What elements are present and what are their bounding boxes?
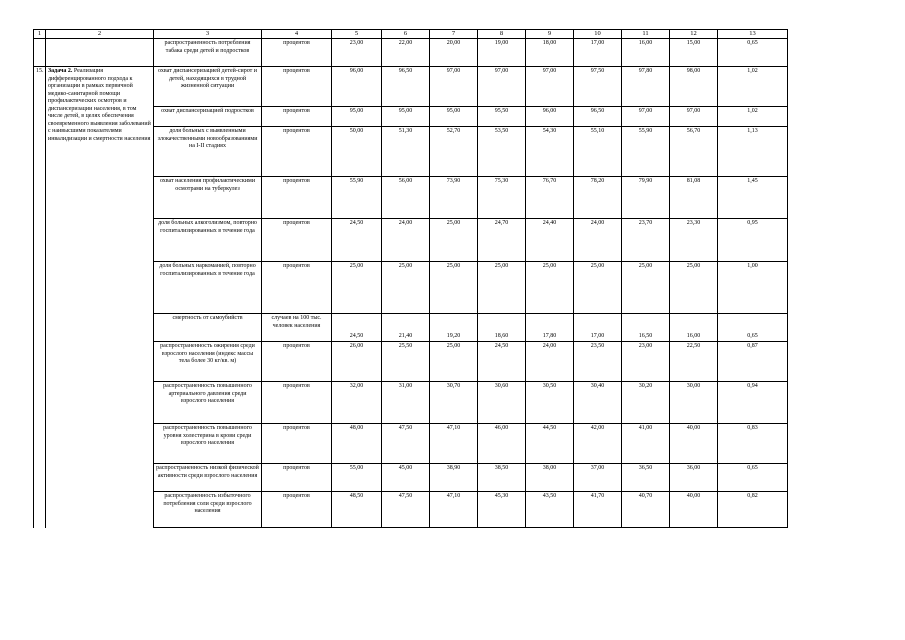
empty-cell	[34, 39, 46, 67]
value-cell: 30,20	[622, 382, 670, 424]
value-cell: 16,50	[622, 314, 670, 342]
value-cell: 1,45	[718, 177, 788, 219]
col-5-header: 5	[332, 30, 382, 39]
indicator-cell: распространенность низкой физической активности среди взрослого населения	[154, 464, 262, 492]
value-cell: 42,00	[574, 424, 622, 464]
value-cell: 96,50	[574, 107, 622, 127]
value-cell: 24,50	[332, 314, 382, 342]
value-cell: 55,90	[332, 177, 382, 219]
value-cell: 46,00	[478, 424, 526, 464]
value-cell: 17,00	[574, 314, 622, 342]
indicator-cell: доля больных с выявленными злокачественными новообразованиями на I-II стадиях	[154, 127, 262, 177]
value-cell: 30,60	[478, 382, 526, 424]
col-1-header: 1	[34, 30, 46, 39]
indicator-cell: распространенность повышенного уровня холестерина в крови среди взрослого населения	[154, 424, 262, 464]
indicator-cell: распространенность потребления табака среди детей и подростков	[154, 39, 262, 67]
col-6-header: 6	[382, 30, 430, 39]
value-cell: 25,00	[670, 262, 718, 314]
value-cell: 23,00	[332, 39, 382, 67]
value-cell: 97,50	[574, 67, 622, 107]
value-cell: 40,00	[670, 424, 718, 464]
value-cell: 1,02	[718, 67, 788, 107]
task-description-cell	[46, 67, 154, 528]
value-cell: 25,00	[430, 342, 478, 382]
indicator-cell: смертность от самоубийств	[154, 314, 262, 342]
value-cell: 30,50	[526, 382, 574, 424]
value-cell: 1,13	[718, 127, 788, 177]
value-cell: 51,30	[382, 127, 430, 177]
value-cell: 55,10	[574, 127, 622, 177]
value-cell: 24,50	[332, 219, 382, 262]
value-cell: 23,00	[622, 342, 670, 382]
value-cell: 0,83	[718, 424, 788, 464]
value-cell: 17,80	[526, 314, 574, 342]
indicator-cell: охват диспансеризацией детей-сирот и детей, находящихся в трудной жизненной ситуации	[154, 67, 262, 107]
value-cell: 23,50	[574, 342, 622, 382]
value-cell: 17,00	[574, 39, 622, 67]
unit-cell: процентов	[262, 39, 332, 67]
col-11-header: 11	[622, 30, 670, 39]
value-cell: 22,50	[670, 342, 718, 382]
value-cell: 81,08	[670, 177, 718, 219]
indicator-cell: охват диспансеризацией подростков	[154, 107, 262, 127]
value-cell: 25,00	[622, 262, 670, 314]
value-cell: 95,00	[430, 107, 478, 127]
value-cell: 0,94	[718, 382, 788, 424]
value-cell: 30,40	[574, 382, 622, 424]
value-cell: 45,30	[478, 492, 526, 528]
value-cell: 54,30	[526, 127, 574, 177]
unit-cell: процентов	[262, 107, 332, 127]
value-cell: 52,70	[430, 127, 478, 177]
indicator-cell: доля больных наркоманией, повторно госпитализированных в течение года	[154, 262, 262, 314]
value-cell: 1,02	[718, 107, 788, 127]
indicator-cell: распространенность избыточного потребления соли среди взрослого населения	[154, 492, 262, 528]
value-cell: 55,90	[622, 127, 670, 177]
value-cell: 44,50	[526, 424, 574, 464]
value-cell: 30,70	[430, 382, 478, 424]
col-7-header: 7	[430, 30, 478, 39]
value-cell: 0,65	[718, 39, 788, 67]
value-cell: 25,00	[526, 262, 574, 314]
col-3-header: 3	[154, 30, 262, 39]
unit-cell: процентов	[262, 177, 332, 219]
indicator-cell: охват населения профилактическими осмотрами на туберкулез	[154, 177, 262, 219]
value-cell: 15,00	[670, 39, 718, 67]
value-cell: 20,00	[430, 39, 478, 67]
value-cell: 97,00	[670, 107, 718, 127]
col-2-header: 2	[46, 30, 154, 39]
value-cell: 43,50	[526, 492, 574, 528]
unit-cell: процентов	[262, 464, 332, 492]
value-cell: 96,00	[332, 67, 382, 107]
value-cell: 47,10	[430, 424, 478, 464]
value-cell: 0,87	[718, 342, 788, 382]
value-cell: 96,50	[382, 67, 430, 107]
value-cell: 48,50	[332, 492, 382, 528]
task-text: Реализация дифференцированного подхода к организации в рамках первичной медико-санитарной помощи профилактических осмотров и диспансеризации населения, в том числе детей, в целях обеспечения своевременного выявления заболеваний с наивысшими показателями инвалидизации и смертности населения	[48, 68, 151, 142]
value-cell: 25,00	[478, 262, 526, 314]
value-cell: 97,00	[622, 107, 670, 127]
value-cell: 32,00	[332, 382, 382, 424]
value-cell: 38,00	[526, 464, 574, 492]
value-cell: 40,70	[622, 492, 670, 528]
value-cell: 23,70	[622, 219, 670, 262]
value-cell: 95,50	[478, 107, 526, 127]
value-cell: 25,00	[430, 219, 478, 262]
unit-cell: процентов	[262, 127, 332, 177]
value-cell: 21,40	[382, 314, 430, 342]
value-cell: 55,00	[332, 464, 382, 492]
value-cell: 96,00	[526, 107, 574, 127]
col-13-header: 13	[718, 30, 788, 39]
value-cell: 19,00	[478, 39, 526, 67]
value-cell: 25,00	[574, 262, 622, 314]
task-title: Задача 2.	[48, 68, 73, 74]
value-cell: 25,00	[430, 262, 478, 314]
value-cell: 47,10	[430, 492, 478, 528]
value-cell: 97,00	[526, 67, 574, 107]
value-cell: 31,00	[382, 382, 430, 424]
value-cell: 16,00	[670, 314, 718, 342]
col-4-header: 4	[262, 30, 332, 39]
value-cell: 25,00	[382, 262, 430, 314]
value-cell: 0,65	[718, 464, 788, 492]
value-cell: 16,00	[622, 39, 670, 67]
value-cell: 18,60	[478, 314, 526, 342]
value-cell: 24,40	[526, 219, 574, 262]
value-cell: 0,95	[718, 219, 788, 262]
value-cell: 0,65	[718, 314, 788, 342]
value-cell: 24,50	[478, 342, 526, 382]
unit-cell: процентов	[262, 219, 332, 262]
unit-cell: процентов	[262, 342, 332, 382]
value-cell: 38,50	[478, 464, 526, 492]
task-number-cell: 15.	[34, 67, 46, 528]
value-cell: 41,70	[574, 492, 622, 528]
col-8-header: 8	[478, 30, 526, 39]
value-cell: 47,50	[382, 424, 430, 464]
value-cell: 25,00	[332, 262, 382, 314]
value-cell: 26,00	[332, 342, 382, 382]
value-cell: 24,70	[478, 219, 526, 262]
value-cell: 0,82	[718, 492, 788, 528]
table-row	[34, 39, 788, 67]
table-row	[34, 67, 788, 107]
value-cell: 98,00	[670, 67, 718, 107]
value-cell: 24,00	[526, 342, 574, 382]
indicator-cell: распространенность повышенного артериального давления среди взрослого населения	[154, 382, 262, 424]
value-cell: 40,00	[670, 492, 718, 528]
value-cell: 23,30	[670, 219, 718, 262]
unit-cell: процентов	[262, 424, 332, 464]
value-cell: 24,00	[382, 219, 430, 262]
value-cell: 45,00	[382, 464, 430, 492]
value-cell: 47,50	[382, 492, 430, 528]
value-cell: 19,20	[430, 314, 478, 342]
value-cell: 97,00	[430, 67, 478, 107]
value-cell: 18,00	[526, 39, 574, 67]
indicator-cell: доля больных алкоголизмом, повторно госпитализированных в течение года	[154, 219, 262, 262]
value-cell: 1,00	[718, 262, 788, 314]
value-cell: 95,00	[332, 107, 382, 127]
value-cell: 79,90	[622, 177, 670, 219]
indicators-table	[33, 29, 788, 528]
col-10-header: 10	[574, 30, 622, 39]
value-cell: 38,90	[430, 464, 478, 492]
value-cell: 78,20	[574, 177, 622, 219]
value-cell: 95,00	[382, 107, 430, 127]
value-cell: 36,50	[622, 464, 670, 492]
unit-cell: процентов	[262, 67, 332, 107]
value-cell: 76,70	[526, 177, 574, 219]
col-9-header: 9	[526, 30, 574, 39]
value-cell: 30,00	[670, 382, 718, 424]
value-cell: 73,90	[430, 177, 478, 219]
unit-cell: процентов	[262, 262, 332, 314]
col-12-header: 12	[670, 30, 718, 39]
value-cell: 75,30	[478, 177, 526, 219]
unit-cell: процентов	[262, 492, 332, 528]
value-cell: 48,00	[332, 424, 382, 464]
value-cell: 97,80	[622, 67, 670, 107]
value-cell: 53,50	[478, 127, 526, 177]
value-cell: 24,00	[574, 219, 622, 262]
value-cell: 36,00	[670, 464, 718, 492]
empty-cell	[46, 39, 154, 67]
value-cell: 97,00	[478, 67, 526, 107]
value-cell: 41,00	[622, 424, 670, 464]
value-cell: 25,50	[382, 342, 430, 382]
unit-cell: случаев на 100 тыс. человек населения	[262, 314, 332, 342]
indicator-cell: распространенность ожирения среди взрослого населения (индекс массы тела более 30 кг/кв. м)	[154, 342, 262, 382]
value-cell: 37,00	[574, 464, 622, 492]
value-cell: 50,00	[332, 127, 382, 177]
header-row	[34, 30, 788, 39]
value-cell: 56,00	[382, 177, 430, 219]
value-cell: 22,00	[382, 39, 430, 67]
unit-cell: процентов	[262, 382, 332, 424]
value-cell: 56,70	[670, 127, 718, 177]
